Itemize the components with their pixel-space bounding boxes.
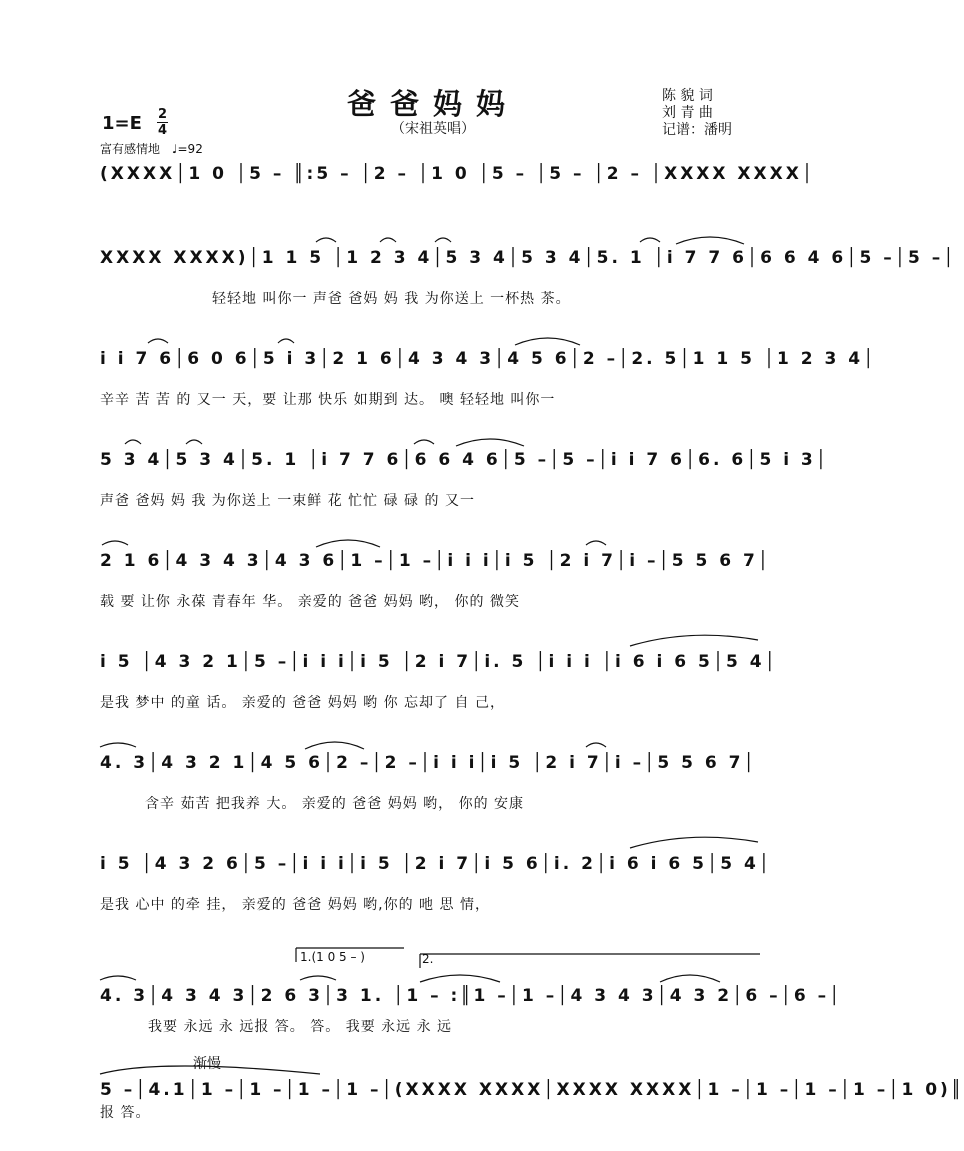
notation-line: i 5 │4 3 2 1│5 –│i i i│i 5 │2 i 7│i. 5 │i i i │i 6 i 6 5│5 4│ <box>100 652 778 672</box>
lyric-line: 是我 梦中 的童 话。 亲爱的 爸爸 妈妈 哟 你 忘却了 自 己， <box>100 695 505 711</box>
expression-text: 富有感情地 <box>100 142 161 156</box>
lyric-line: 含辛 茹苦 把我养 大。 亲爱的 爸爸 妈妈 哟， 你的 安康 <box>145 796 525 812</box>
slur <box>278 339 294 343</box>
notation-line: 2 1 6│4 3 4 3│4 3 6│1 –│1 –│i i i│i 5 │2 i 7│i –│5 5 6 7│ <box>100 551 772 571</box>
slur <box>420 975 500 982</box>
slur <box>100 1066 320 1074</box>
second-ending-bracket <box>420 954 760 968</box>
slur <box>630 635 758 646</box>
notation-line: i 5 │4 3 2 6│5 –│i i i│i 5 │2 i 7│i 5 6│i. 2│i 6 i 6 5│5 4│ <box>100 854 773 874</box>
lyric-line: 报 答。 <box>100 1105 151 1121</box>
slur <box>125 440 141 444</box>
second-ending-mark: 2. <box>422 952 434 966</box>
lyric-line: 是我 心中 的牵 挂， 亲爱的 爸爸 妈妈 哟,你的 吔 思 情， <box>100 897 490 913</box>
slur <box>305 742 364 749</box>
slur <box>676 237 744 244</box>
time-denominator: 4 <box>157 123 168 138</box>
slur <box>316 540 380 547</box>
ritardando-mark: 渐慢 <box>193 1056 221 1072</box>
lyric-line: 辛辛 苦 苦 的 又一 天，要 让那 快乐 如期到 达。 噢 轻轻地 叫你一 <box>100 392 556 408</box>
notation-line: (XXXX│1 0 │5 – ║:5 – │2 – │1 0 │5 – │5 – │2 – │XXXX XXXX│ <box>100 164 816 184</box>
slur <box>102 541 128 545</box>
notation-line: XXXX XXXX)│1 1 5 │1 2 3 4│5 3 4│5 3 4│5. 1 │i 7 7 6│6 6 4 6│5 –│5 –│ <box>100 248 957 268</box>
tempo-marking: ♩=92 <box>171 142 203 156</box>
lyric-line: 载 要 让你 永葆 青春年 华。 亲爱的 爸爸 妈妈 哟， 你的 微笑 <box>100 594 520 610</box>
slur <box>660 975 720 982</box>
slur <box>100 743 136 747</box>
slur <box>316 238 336 242</box>
slur <box>630 837 758 848</box>
notation-line: 5 –│4.1│1 –│1 –│1 –│1 –│(XXXX XXXX│XXXX XXXX│1 –│1 –│1 –│1 –│1 0)║ <box>100 1080 964 1100</box>
slur <box>186 440 202 444</box>
key-signature: 1=E <box>102 113 142 134</box>
first-ending-bracket <box>296 948 404 962</box>
notation-line: i i 7 6│6 0 6│5 i 3│2 1 6│4 3 4 3│4 5 6│2 –│2. 5│1 1 5 │1 2 3 4│ <box>100 349 877 369</box>
slur <box>515 338 580 345</box>
transcriber-credit: 记谱：潘明 <box>662 122 732 138</box>
lyricist-credit: 陈 貌 词 <box>662 88 713 104</box>
slur <box>100 976 136 980</box>
slur <box>456 439 524 446</box>
lyric-line: 声爸 爸妈 妈 我 为你送上 一束鲜 花 忙忙 碌 碌 的 又一 <box>100 493 475 509</box>
notation-line: 4. 3│4 3 4 3│2 6 3│3 1. │1 – :║1 –│1 –│4 3 4 3│4 3 2│6 –│6 –│ <box>100 986 843 1006</box>
slur <box>435 238 451 242</box>
first-ending-mark: 1.(1 0 5 – ) <box>300 950 365 964</box>
slur <box>640 238 660 242</box>
slur <box>586 743 606 747</box>
composer-credit: 刘 青 曲 <box>662 105 713 121</box>
slur <box>300 976 336 980</box>
time-numerator: 2 <box>157 107 168 122</box>
slur <box>414 440 434 444</box>
lyric-line: 轻轻地 叫你一 声爸 爸妈 妈 我 为你送上 一杯热 茶。 <box>212 291 571 307</box>
singer-credit: （宋祖英唱） <box>391 121 475 137</box>
notation-line: 5 3 4│5 3 4│5. 1 │i 7 7 6│6 6 4 6│5 –│5 –│i i 7 6│6. 6│5 i 3│ <box>100 450 830 470</box>
lyric-line: 我要 永远 永 远报 答。 答。 我要 永远 永 远 <box>148 1019 453 1035</box>
slur <box>586 541 606 545</box>
song-title: 爸爸妈妈 <box>346 87 519 121</box>
slur <box>148 339 168 343</box>
notation-line: 4. 3│4 3 2 1│4 5 6│2 –│2 –│i i i│i 5 │2 i 7│i –│5 5 6 7│ <box>100 753 757 773</box>
slur <box>380 238 396 242</box>
